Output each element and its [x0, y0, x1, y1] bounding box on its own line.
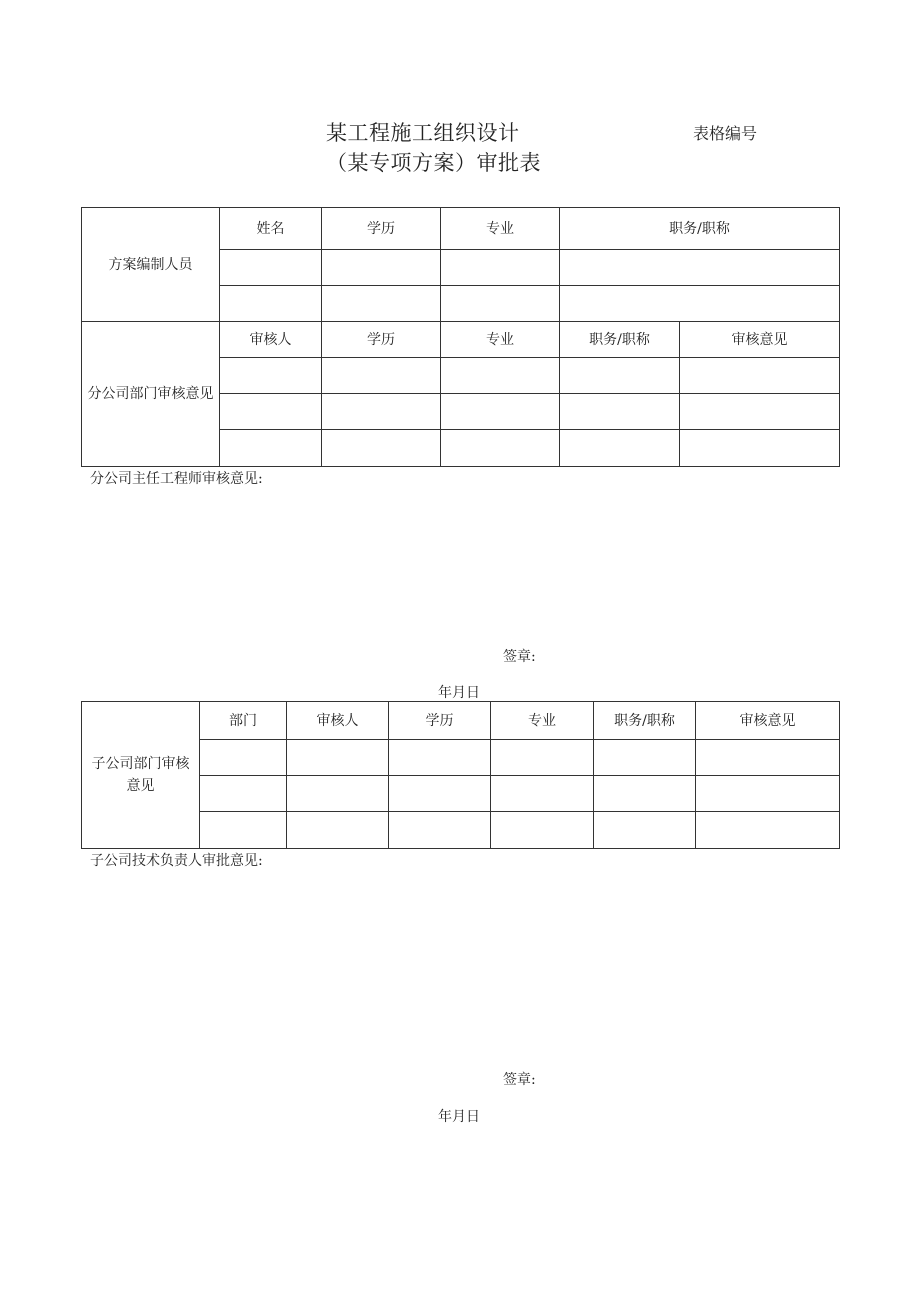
input-cell[interactable] — [560, 286, 840, 322]
input-cell[interactable] — [287, 812, 389, 849]
input-cell[interactable] — [322, 286, 441, 322]
section1-header-major: 专业 — [441, 208, 560, 250]
input-cell[interactable] — [441, 394, 560, 430]
input-cell[interactable] — [696, 776, 840, 812]
section2-label: 分公司部门审核意见 — [82, 322, 220, 467]
input-cell[interactable] — [220, 286, 322, 322]
branch-signature-label: 签章: — [503, 649, 536, 665]
approval-table-lower — [81, 701, 840, 849]
input-cell[interactable] — [220, 358, 322, 394]
input-cell[interactable] — [560, 394, 680, 430]
input-cell[interactable] — [680, 358, 840, 394]
subsidiary-signature-label: 签章: — [503, 1072, 536, 1088]
form-number-label: 表格编号 — [693, 124, 758, 143]
section1-header-name: 姓名 — [220, 208, 322, 250]
input-cell[interactable] — [389, 740, 491, 776]
input-cell[interactable] — [220, 250, 322, 286]
section3-header-opinion: 审核意见 — [696, 702, 840, 740]
section1-header-title: 职务/职称 — [560, 208, 840, 250]
input-cell[interactable] — [200, 740, 287, 776]
input-cell[interactable] — [491, 812, 594, 849]
input-cell[interactable] — [441, 430, 560, 467]
section2-header-major: 专业 — [441, 322, 560, 358]
input-cell[interactable] — [491, 776, 594, 812]
section3-header-department: 部门 — [200, 702, 287, 740]
branch-date-label: 年月日 — [438, 685, 480, 701]
input-cell[interactable] — [441, 286, 560, 322]
section3-header-reviewer: 审核人 — [287, 702, 389, 740]
subsidiary-tech-opinion-label: 子公司技术负责人审批意见: — [90, 853, 263, 869]
input-cell[interactable] — [594, 812, 696, 849]
input-cell[interactable] — [594, 776, 696, 812]
input-cell[interactable] — [200, 776, 287, 812]
section1-header-education: 学历 — [322, 208, 441, 250]
input-cell[interactable] — [594, 740, 696, 776]
input-cell[interactable] — [680, 394, 840, 430]
input-cell[interactable] — [322, 430, 441, 467]
section2-header-opinion: 审核意见 — [680, 322, 840, 358]
branch-engineer-opinion-label: 分公司主任工程师审核意见: — [90, 471, 263, 487]
input-cell[interactable] — [560, 430, 680, 467]
section1-label: 方案编制人员 — [82, 208, 220, 322]
input-cell[interactable] — [389, 812, 491, 849]
input-cell[interactable] — [322, 394, 441, 430]
input-cell[interactable] — [389, 776, 491, 812]
input-cell[interactable] — [560, 250, 840, 286]
section2-header-education: 学历 — [322, 322, 441, 358]
section3-label: 子公司部门审核意见 — [82, 702, 200, 849]
input-cell[interactable] — [287, 740, 389, 776]
section3-header-major: 专业 — [491, 702, 594, 740]
section2-header-title: 职务/职称 — [560, 322, 680, 358]
section3-header-education: 学历 — [389, 702, 491, 740]
input-cell[interactable] — [696, 812, 840, 849]
input-cell[interactable] — [680, 430, 840, 467]
section2-header-reviewer: 审核人 — [220, 322, 322, 358]
input-cell[interactable] — [441, 358, 560, 394]
input-cell[interactable] — [491, 740, 594, 776]
input-cell[interactable] — [220, 430, 322, 467]
input-cell[interactable] — [322, 250, 441, 286]
section3-header-title: 职务/职称 — [594, 702, 696, 740]
input-cell[interactable] — [322, 358, 441, 394]
input-cell[interactable] — [287, 776, 389, 812]
input-cell[interactable] — [441, 250, 560, 286]
subsidiary-date-label: 年月日 — [438, 1109, 480, 1125]
approval-table-upper — [81, 207, 840, 467]
input-cell[interactable] — [220, 394, 322, 430]
input-cell[interactable] — [696, 740, 840, 776]
input-cell[interactable] — [560, 358, 680, 394]
input-cell[interactable] — [200, 812, 287, 849]
page-title: 某工程施工组织设计（某专项方案）审批表 — [326, 121, 541, 175]
